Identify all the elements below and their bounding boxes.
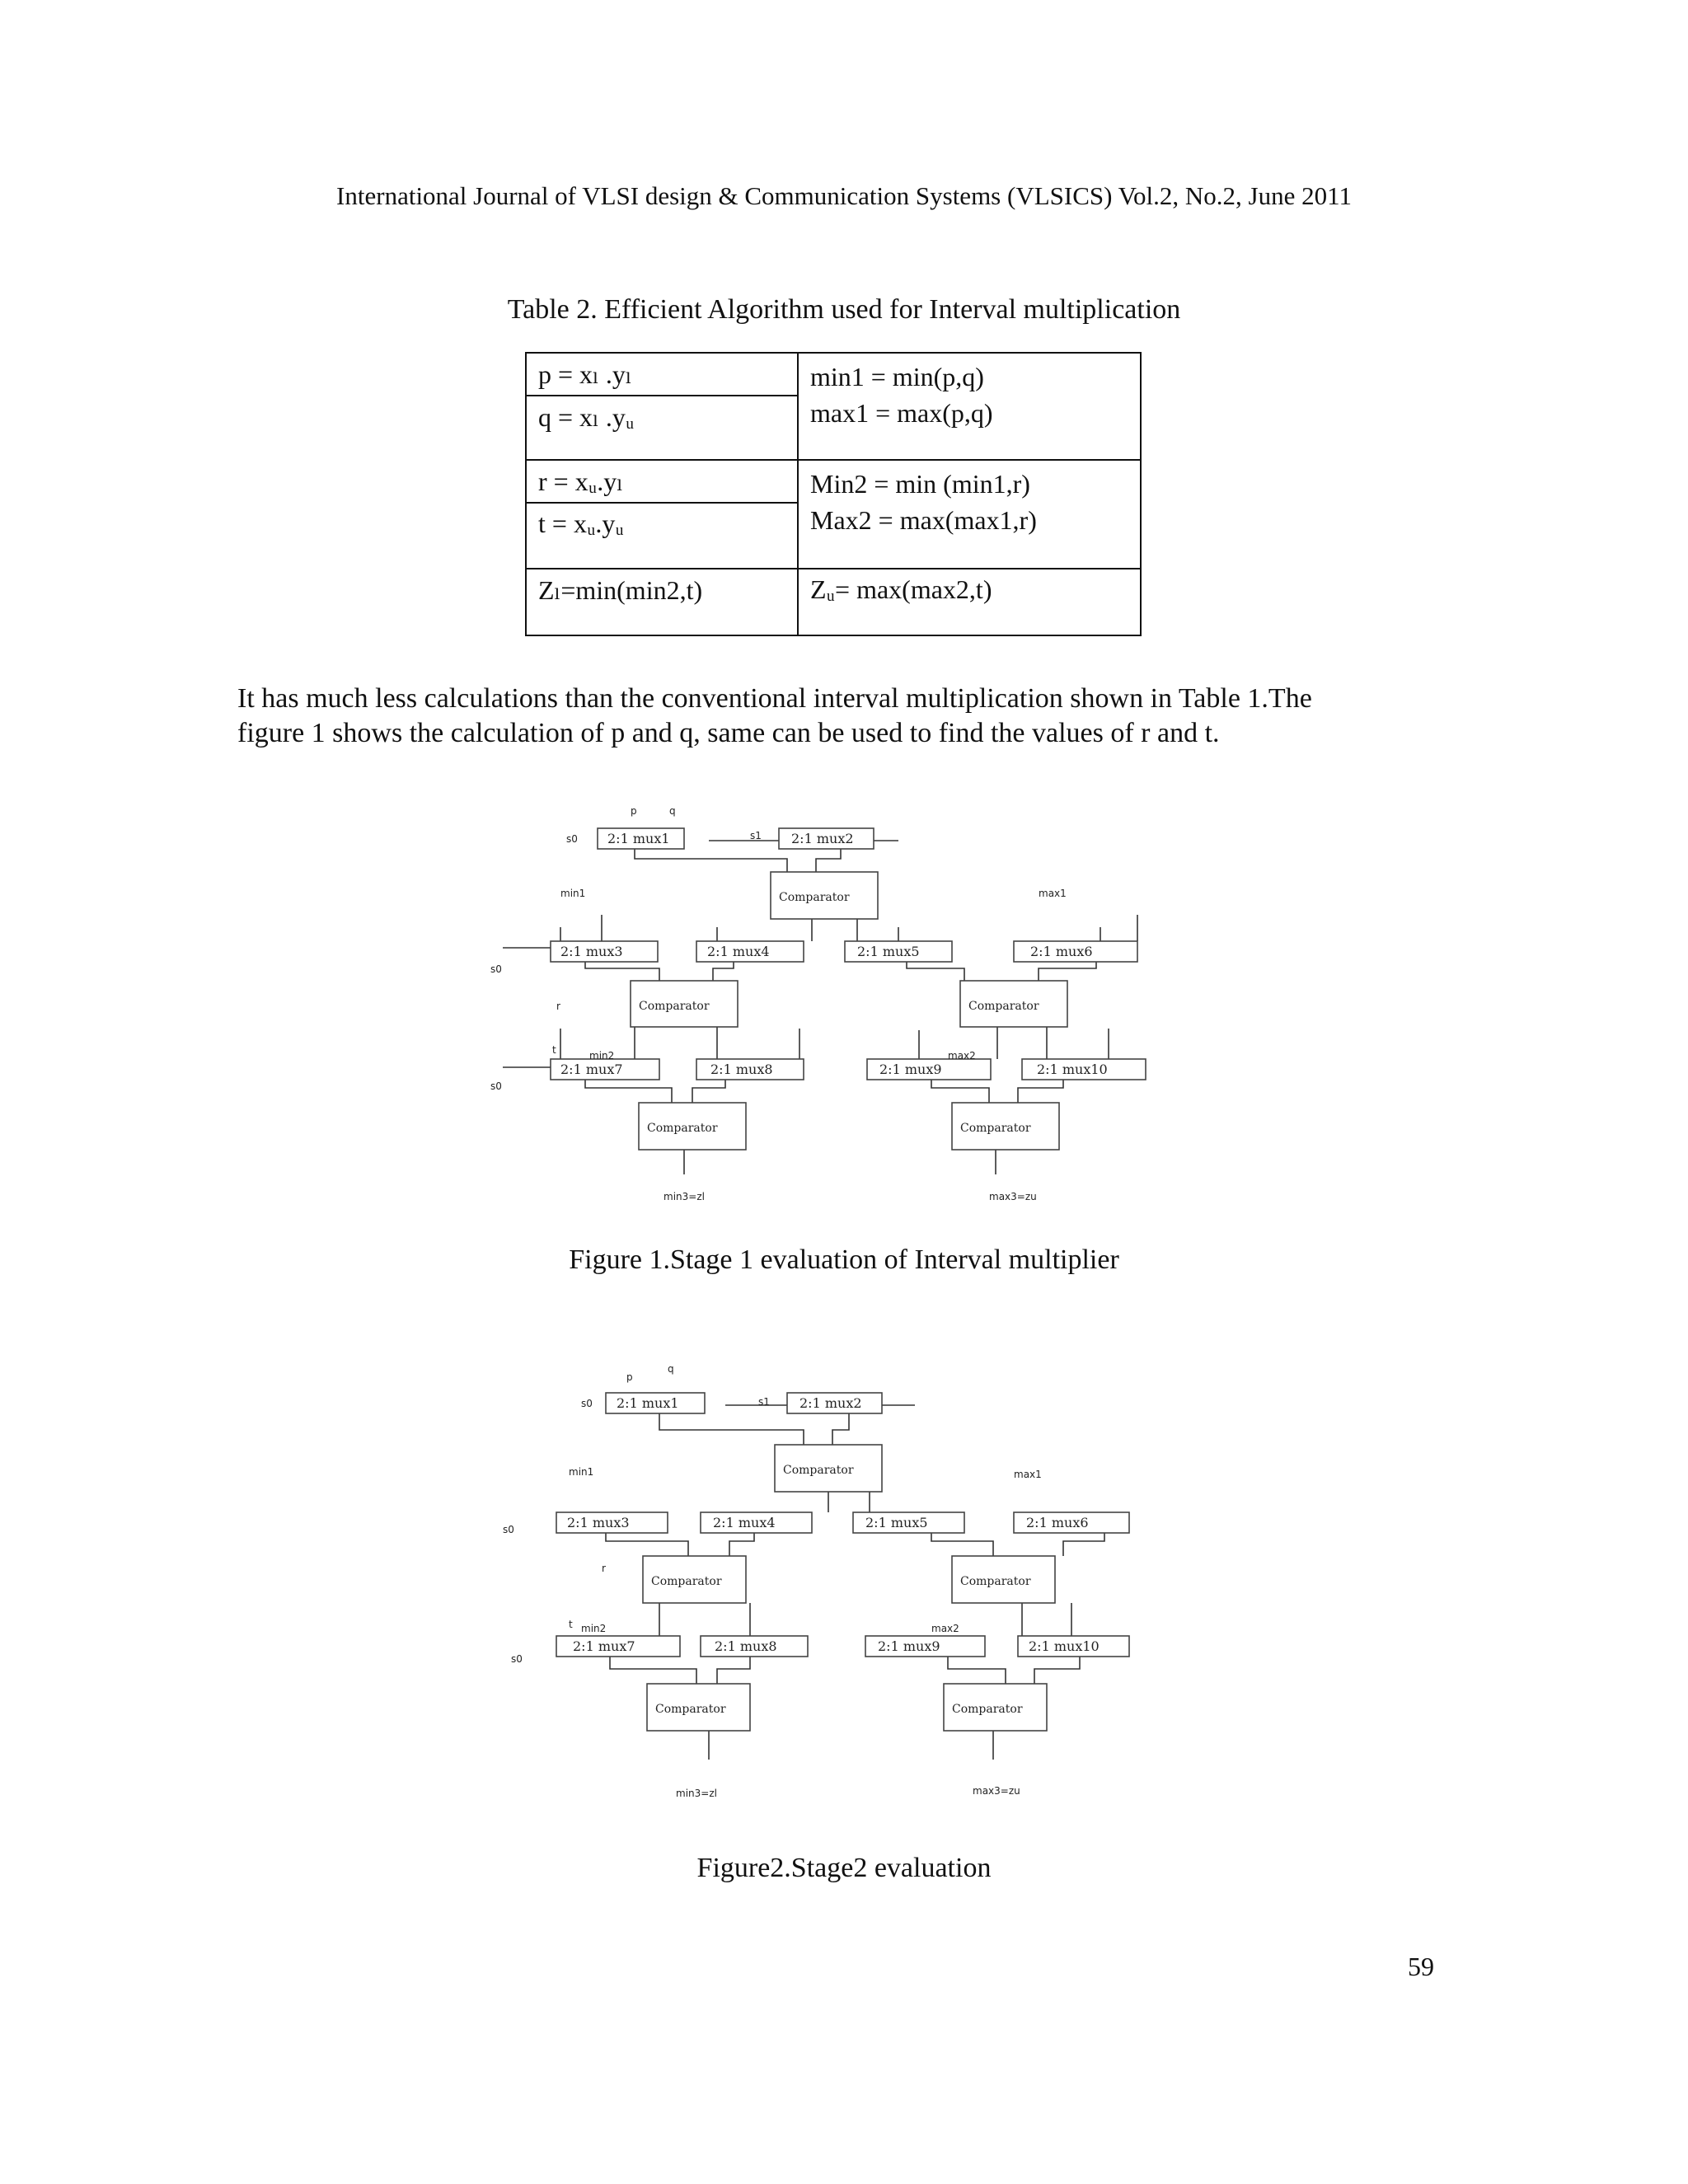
f1-min1-label: min1 — [560, 888, 586, 899]
f1-s0-label-3: s0 — [490, 1080, 502, 1092]
f1-mux5-label: 2:1 mux5 — [857, 944, 920, 959]
f1-mux10-label: 2:1 mux10 — [1037, 1062, 1108, 1077]
f1-comparator-final-max: Comparator — [960, 1122, 1031, 1135]
f1-p-label: p — [631, 808, 637, 817]
f2-min2-label: min2 — [581, 1623, 607, 1634]
table-caption: Table 2. Efficient Algorithm used for Interval multiplication — [507, 294, 1181, 325]
f1-s0-label: s0 — [566, 833, 578, 845]
f1-q-label: q — [669, 808, 676, 817]
f1-mux2-label: 2:1 mux2 — [791, 831, 854, 846]
f1-comparator-final-min: Comparator — [647, 1122, 718, 1135]
f2-p-label: p — [626, 1371, 633, 1383]
page-number: 59 — [1408, 1952, 1434, 1981]
f2-mux3-label: 2:1 mux3 — [567, 1515, 630, 1530]
f1-comparator-max: Comparator — [968, 1000, 1039, 1013]
cell-zu: Zᵤ= max(max2,t) — [798, 569, 1141, 635]
f1-comparator-min: Comparator — [639, 1000, 710, 1013]
formula-min2: Min2 = min (min1,r) — [810, 469, 1030, 499]
formula-max1: max1 = max(p,q) — [810, 398, 993, 428]
f1-mux8-label: 2:1 mux8 — [710, 1062, 773, 1077]
f2-q-label: q — [668, 1363, 674, 1375]
cell-p: p = xₗ .yₗ — [526, 353, 798, 396]
f2-comparator-final-min: Comparator — [655, 1703, 726, 1716]
cell-r: r = xᵤ.yₗ — [526, 460, 798, 503]
f1-r-label: r — [556, 1001, 560, 1012]
f2-max1-label: max1 — [1014, 1469, 1042, 1480]
f2-mux2-label: 2:1 mux2 — [799, 1395, 862, 1411]
f2-mux4-label: 2:1 mux4 — [713, 1515, 776, 1530]
f2-out-min: min3=zl — [676, 1788, 717, 1799]
f1-out-min: min3=zl — [663, 1191, 705, 1202]
f1-t-label: t — [552, 1044, 556, 1056]
f2-r-label: r — [602, 1563, 606, 1574]
f2-s0-label: s0 — [581, 1398, 593, 1409]
f2-comparator-max: Comparator — [960, 1575, 1031, 1588]
cell-min1-max1 — [798, 353, 1141, 460]
body-paragraph — [237, 682, 1437, 751]
f2-comparator-top: Comparator — [783, 1464, 854, 1477]
f2-mux7-label: 2:1 mux7 — [573, 1638, 635, 1654]
figure2-diagram — [503, 1356, 1162, 1834]
cell-zl: Zₗ=min(min2,t) — [526, 569, 798, 635]
f1-min2-label: min2 — [589, 1050, 615, 1062]
f1-mux4-label: 2:1 mux4 — [707, 944, 770, 959]
f2-mux10-label: 2:1 mux10 — [1029, 1638, 1100, 1654]
f1-max1-label: max1 — [1039, 888, 1067, 899]
f2-s0-label-3: s0 — [511, 1653, 523, 1665]
formula-max2: Max2 = max(max1,r) — [810, 505, 1037, 535]
f2-s0-label-2: s0 — [503, 1524, 514, 1535]
f1-max2-label: max2 — [948, 1050, 976, 1062]
algorithm-table — [525, 352, 1142, 636]
formula-min1: min1 = min(p,q) — [810, 362, 984, 391]
figure1-diagram — [486, 808, 1170, 1220]
running-header: International Journal of VLSI design & Communication Systems (VLSICS) Vol.2, No.2, June 2011 — [336, 181, 1352, 210]
f2-mux8-label: 2:1 mux8 — [715, 1638, 777, 1654]
figure2-caption: Figure2.Stage2 evaluation — [696, 1853, 992, 1883]
figure1-caption: Figure 1.Stage 1 evaluation of Interval multiplier — [569, 1244, 1119, 1275]
f2-min1-label: min1 — [569, 1466, 594, 1478]
f1-out-max: max3=zu — [989, 1191, 1037, 1202]
cell-min2-max2 — [798, 460, 1141, 569]
f1-mux7-label: 2:1 mux7 — [560, 1062, 623, 1077]
f1-s0-label-2: s0 — [490, 963, 502, 975]
f1-mux1-label: 2:1 mux1 — [607, 831, 670, 846]
f1-mux6-label: 2:1 mux6 — [1030, 944, 1093, 959]
f2-comparator-final-max: Comparator — [952, 1703, 1023, 1716]
f2-out-max: max3=zu — [973, 1785, 1020, 1797]
cell-t: t = xᵤ.yᵤ — [526, 503, 798, 569]
f2-mux9-label: 2:1 mux9 — [878, 1638, 940, 1654]
f2-t-label: t — [569, 1619, 573, 1630]
f2-max2-label: max2 — [931, 1623, 959, 1634]
f2-mux6-label: 2:1 mux6 — [1026, 1515, 1089, 1530]
paragraph-line-1: It has much less calculations than the conventional interval multiplication shown in Table 1.The — [237, 683, 1312, 714]
f2-mux1-label: 2:1 mux1 — [617, 1395, 679, 1411]
f2-s1-label: s1 — [758, 1396, 770, 1408]
cell-q: q = xₗ .yᵤ — [526, 396, 798, 460]
paragraph-line-2: figure 1 shows the calculation of p and q, same can be used to find the values of r and t. — [237, 718, 1220, 748]
f2-mux5-label: 2:1 mux5 — [865, 1515, 928, 1530]
f1-mux9-label: 2:1 mux9 — [879, 1062, 942, 1077]
f2-comparator-min: Comparator — [651, 1575, 722, 1588]
f1-s1-label: s1 — [750, 830, 762, 841]
f1-mux3-label: 2:1 mux3 — [560, 944, 623, 959]
f1-comparator-top: Comparator — [779, 891, 850, 904]
